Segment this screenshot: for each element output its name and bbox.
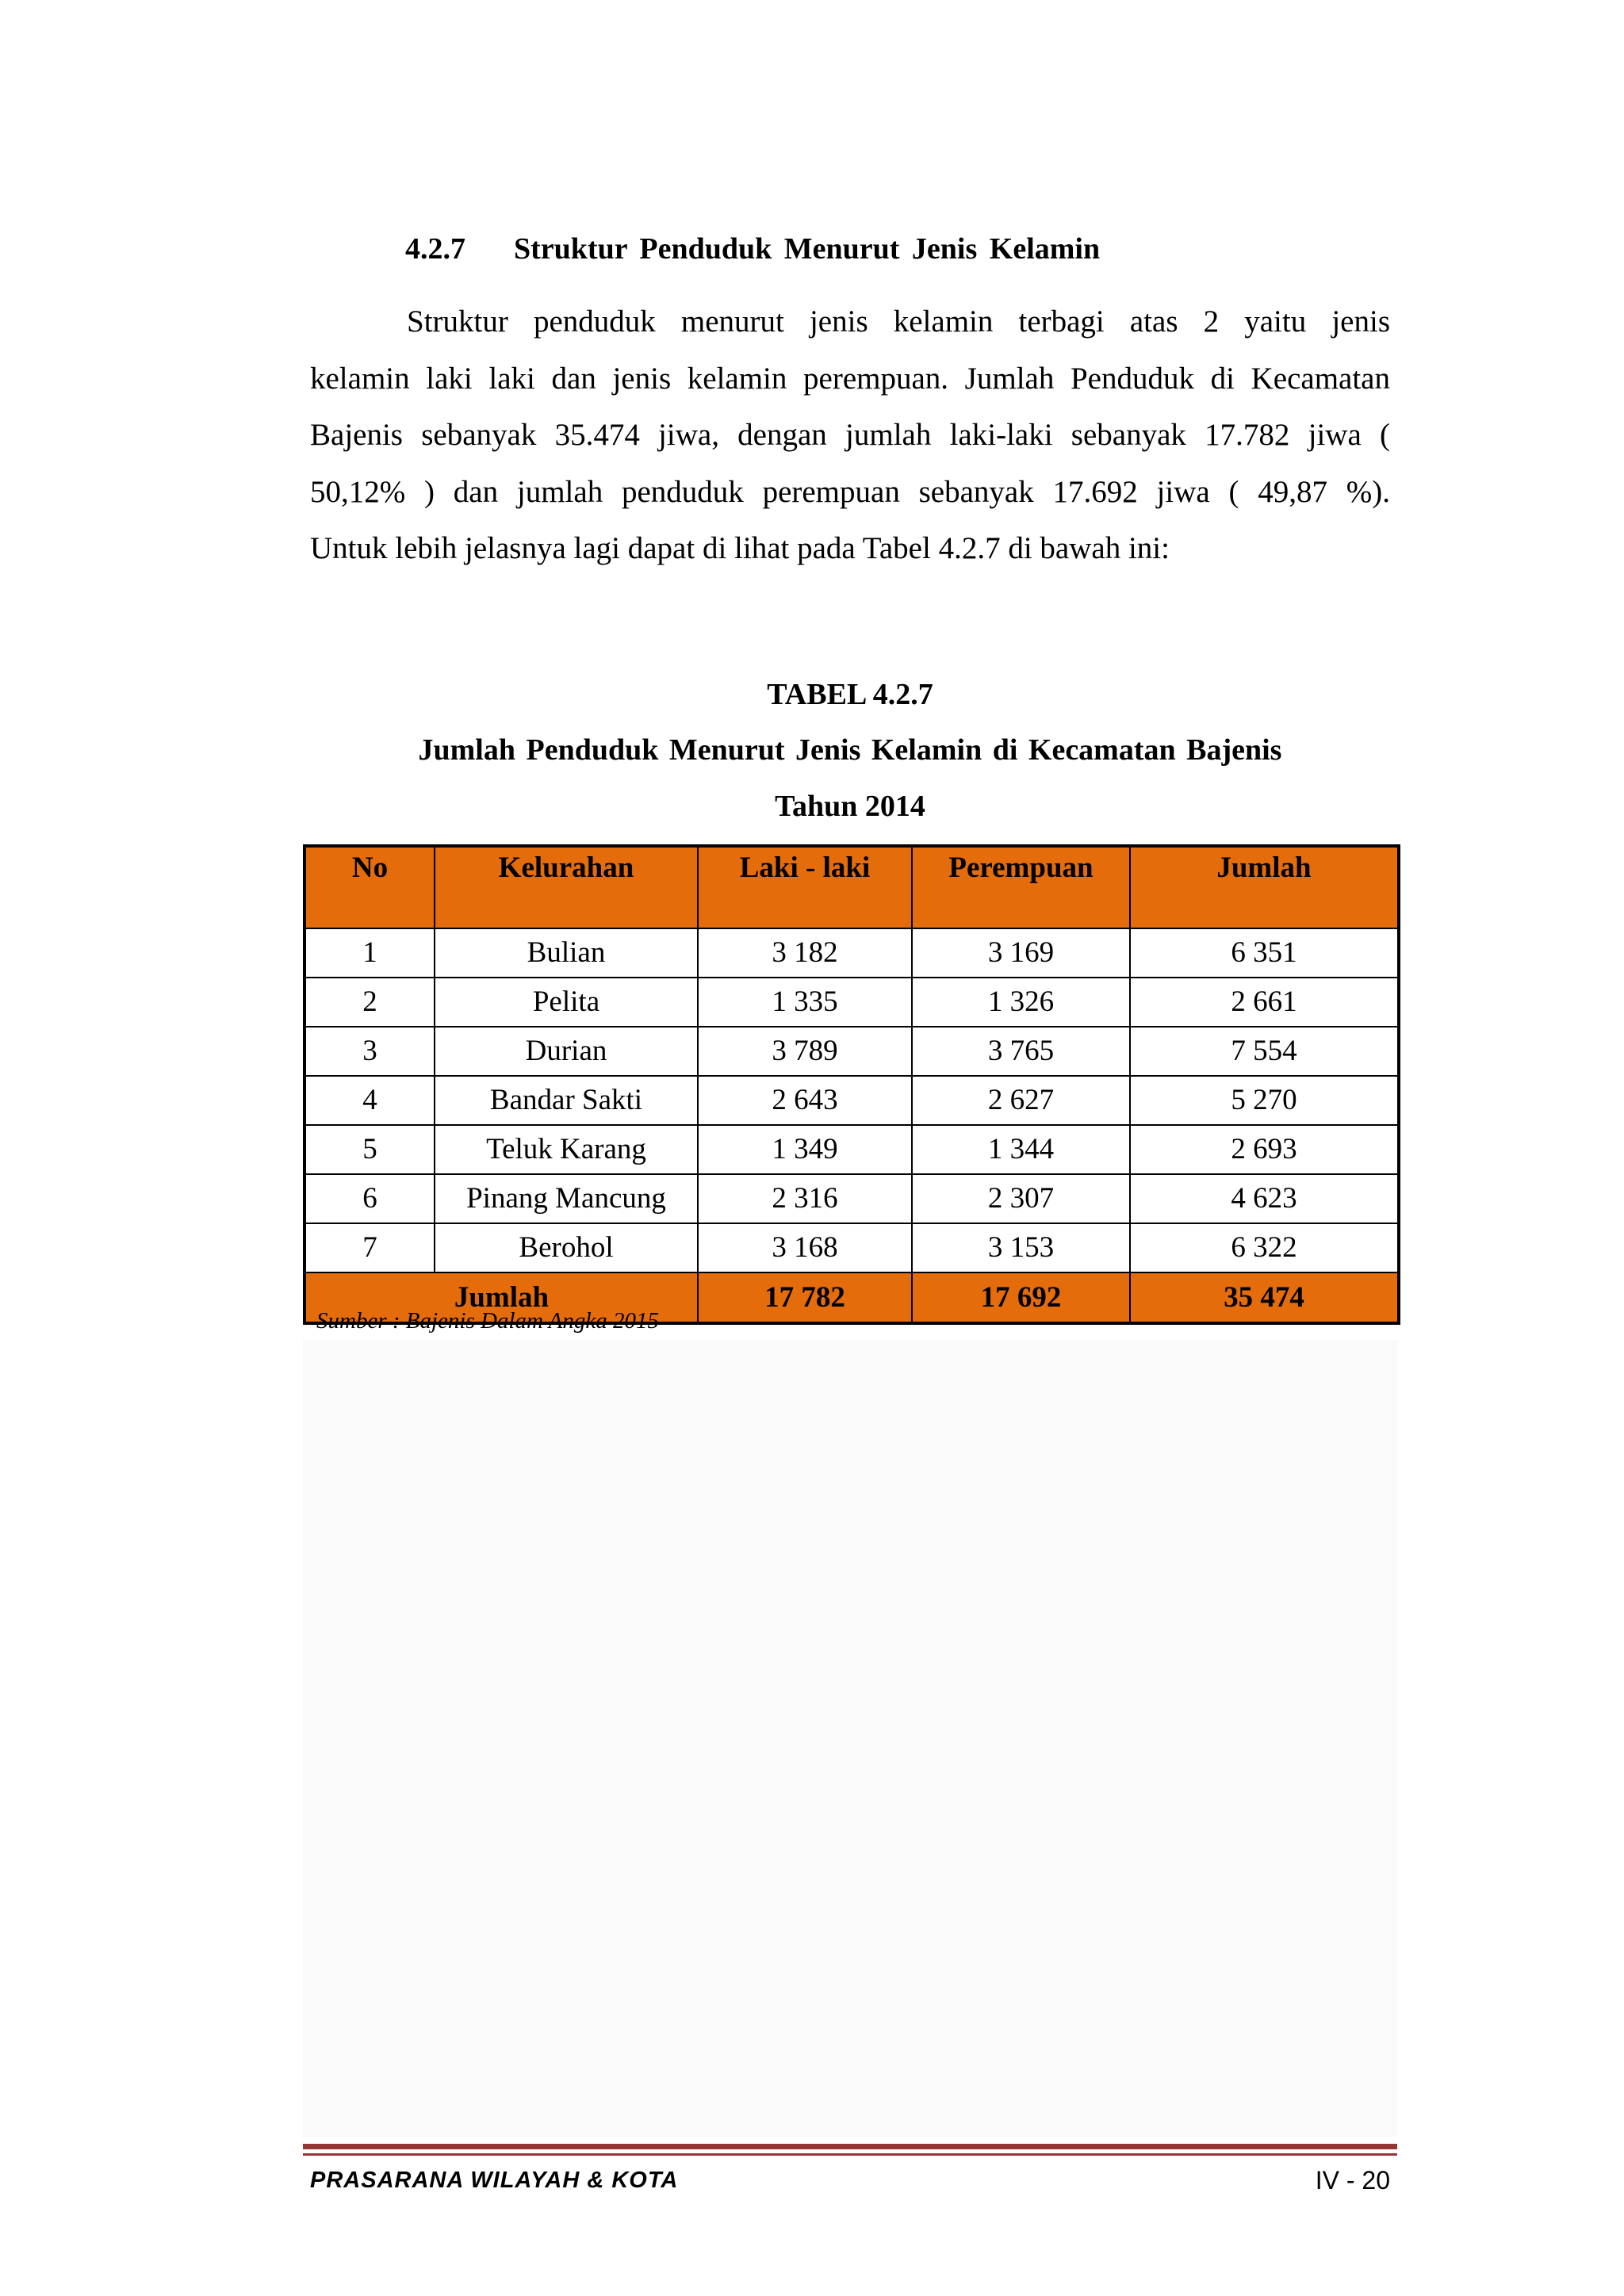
source-note: Sumber : Bajenis Dalam Angka 2015 bbox=[316, 1308, 659, 1334]
header-kelurahan: Kelurahan bbox=[435, 846, 698, 928]
cell-kelurahan: Pinang Mancung bbox=[435, 1174, 698, 1223]
table-row bbox=[304, 928, 1399, 978]
cell-kelurahan: Pelita bbox=[435, 978, 698, 1027]
cell-laki-laki: 1 335 bbox=[698, 978, 912, 1027]
header-jumlah: Jumlah bbox=[1130, 846, 1399, 928]
cell-laki-laki: 3 168 bbox=[698, 1223, 912, 1272]
cell-jumlah: 6 351 bbox=[1130, 928, 1399, 978]
table-header-row bbox=[304, 846, 1399, 928]
cell-perempuan: 1 326 bbox=[912, 978, 1130, 1027]
cell-no: 5 bbox=[304, 1125, 435, 1174]
total-label: Jumlah bbox=[304, 1272, 698, 1323]
paragraph-line: Untuk lebih jelasnya lagi dapat di lihat pada Tabel 4.2.7 di bawah ini: bbox=[310, 531, 1170, 565]
cell-laki-laki: 2 643 bbox=[698, 1076, 912, 1125]
table-row bbox=[304, 1174, 1399, 1223]
footer-rule-thin bbox=[303, 2153, 1397, 2156]
cell-no: 6 bbox=[304, 1174, 435, 1223]
paragraph-line: Bajenis sebanyak 35.474 jiwa, dengan jumlah laki-laki sebanyak 17.782 jiwa ( bbox=[310, 418, 1390, 452]
cell-jumlah: 5 270 bbox=[1130, 1076, 1399, 1125]
table-title: Jumlah Penduduk Menurut Jenis Kelamin di Kecamatan Bajenis bbox=[418, 733, 1282, 767]
section-title: Struktur Penduduk Menurut Jenis Kelamin bbox=[514, 232, 1101, 266]
cell-jumlah: 2 661 bbox=[1130, 978, 1399, 1027]
cell-perempuan: 3 765 bbox=[912, 1027, 1130, 1076]
cell-jumlah: 7 554 bbox=[1130, 1027, 1399, 1076]
cell-no: 2 bbox=[304, 978, 435, 1027]
paragraph-line: Struktur penduduk menurut jenis kelamin terbagi atas 2 yaitu jenis bbox=[407, 304, 1390, 339]
paragraph-line: 50,12% ) dan jumlah penduduk perempuan sebanyak 17.692 jiwa ( 49,87 %). bbox=[310, 474, 1390, 509]
table-row bbox=[304, 1223, 1399, 1272]
header-laki-laki: Laki - laki bbox=[698, 846, 912, 928]
table-row bbox=[304, 1027, 1399, 1076]
cell-perempuan: 2 307 bbox=[912, 1174, 1130, 1223]
cell-no: 1 bbox=[304, 928, 435, 978]
cell-kelurahan: Teluk Karang bbox=[435, 1125, 698, 1174]
cell-perempuan: 3 169 bbox=[912, 928, 1130, 978]
table-row bbox=[304, 1125, 1399, 1174]
section-heading bbox=[0, 232, 1624, 266]
paragraph-line: kelamin laki laki dan jenis kelamin perempuan. Jumlah Penduduk di Kecamatan bbox=[310, 361, 1390, 396]
total-perempuan: 17 692 bbox=[912, 1272, 1130, 1323]
cell-laki-laki: 3 789 bbox=[698, 1027, 912, 1076]
table-row bbox=[304, 1076, 1399, 1125]
cell-perempuan: 2 627 bbox=[912, 1076, 1130, 1125]
table-row bbox=[304, 978, 1399, 1027]
cell-no: 3 bbox=[304, 1027, 435, 1076]
cell-jumlah: 2 693 bbox=[1130, 1125, 1399, 1174]
cell-perempuan: 1 344 bbox=[912, 1125, 1130, 1174]
table-label: TABEL 4.2.7 bbox=[767, 678, 933, 711]
cell-jumlah: 6 322 bbox=[1130, 1223, 1399, 1272]
cell-laki-laki: 1 349 bbox=[698, 1125, 912, 1174]
footer-rule-thick bbox=[303, 2144, 1397, 2149]
cell-no: 4 bbox=[304, 1076, 435, 1125]
cell-kelurahan: Bandar Sakti bbox=[435, 1076, 698, 1125]
cell-no: 7 bbox=[304, 1223, 435, 1272]
content-area-background bbox=[303, 1340, 1397, 2137]
page-number: IV - 20 bbox=[1315, 2166, 1390, 2195]
header-perempuan: Perempuan bbox=[912, 846, 1130, 928]
cell-kelurahan: Durian bbox=[435, 1027, 698, 1076]
body-paragraph bbox=[310, 293, 1390, 577]
total-laki-laki: 17 782 bbox=[698, 1272, 912, 1323]
table-year: Tahun 2014 bbox=[775, 790, 925, 823]
total-jumlah: 35 474 bbox=[1130, 1272, 1399, 1323]
cell-laki-laki: 2 316 bbox=[698, 1174, 912, 1223]
cell-jumlah: 4 623 bbox=[1130, 1174, 1399, 1223]
section-number: 4.2.7 bbox=[405, 232, 465, 266]
cell-kelurahan: Berohol bbox=[435, 1223, 698, 1272]
population-table bbox=[303, 844, 1400, 1325]
cell-laki-laki: 3 182 bbox=[698, 928, 912, 978]
header-no: No bbox=[304, 846, 435, 928]
footer-title: PRASARANA WILAYAH & KOTA bbox=[310, 2168, 679, 2193]
cell-perempuan: 3 153 bbox=[912, 1223, 1130, 1272]
cell-kelurahan: Bulian bbox=[435, 928, 698, 978]
